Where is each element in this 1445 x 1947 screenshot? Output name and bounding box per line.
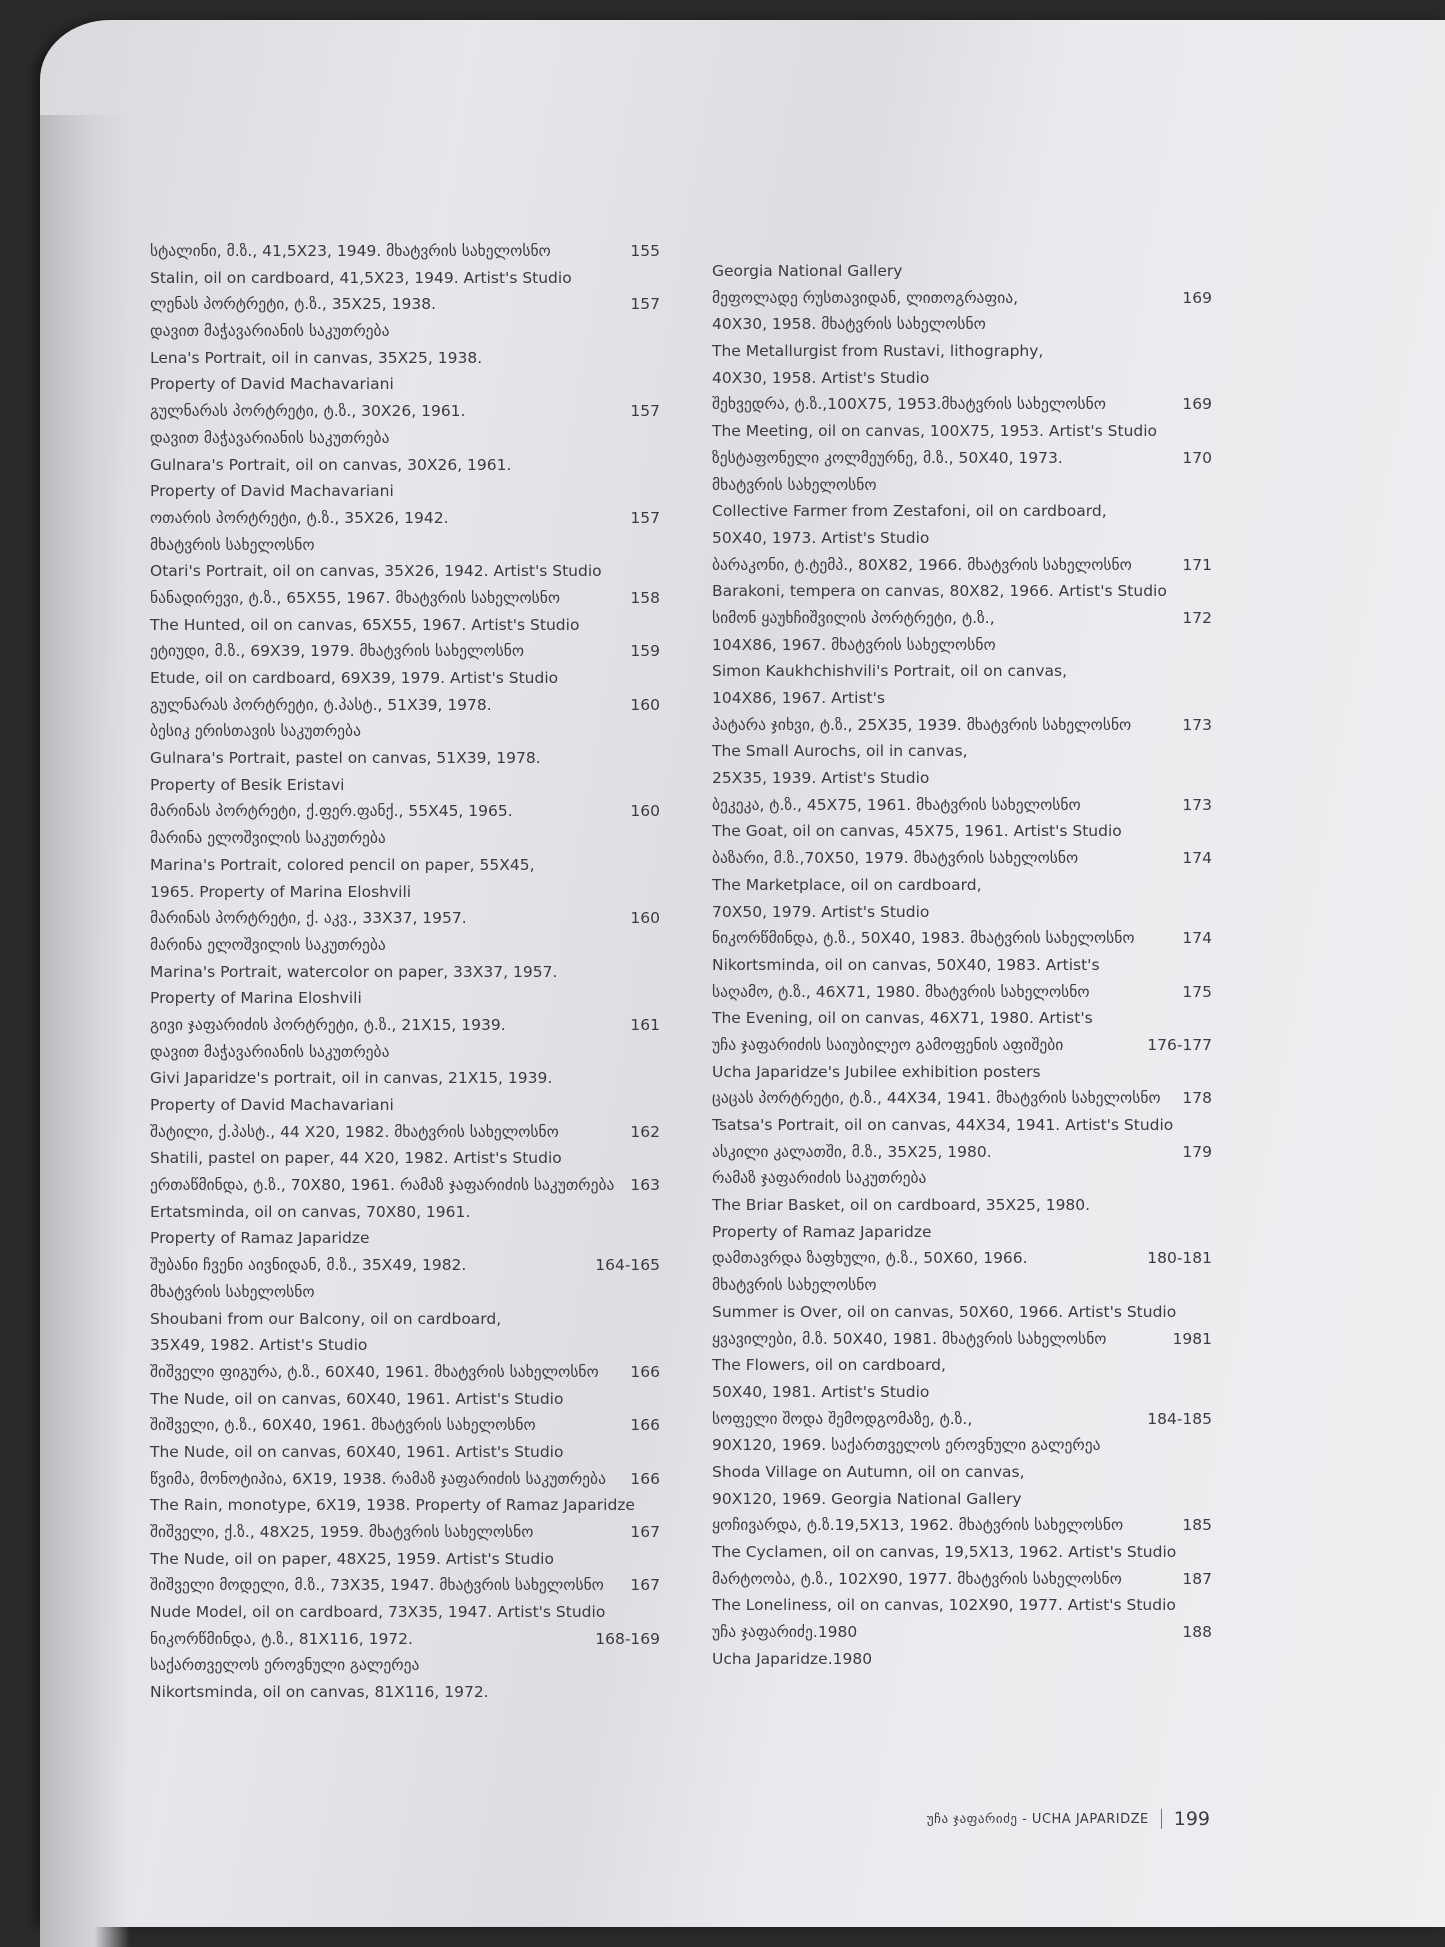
entry-line: ერთაწმინდა, ტ.ზ., 70X80, 1961. რამაზ ჯაფარიძის საკუთრება: [150, 1176, 615, 1195]
catalog-entry: [712, 1326, 1212, 1406]
entry-page-number: 174: [1182, 849, 1212, 868]
entry-line: დავით მაჭავარიანის საკუთრება: [150, 1042, 390, 1061]
entry-line: Property of Marina Eloshvili: [150, 989, 362, 1008]
catalog-entry: [150, 638, 660, 691]
entry-line: მარინას პორტრეტი, ქ. აკვ., 33X37, 1957.: [150, 909, 467, 928]
entry-line: The Nude, oil on canvas, 60X40, 1961. Artist's Studio: [150, 1442, 564, 1461]
entry-line: შიშველი ფიგურა, ტ.ზ., 60X40, 1961. მხატვრის სახელოსნო: [150, 1362, 599, 1381]
catalog-entry: [712, 792, 1212, 845]
entry-line: მარინა ელოშვილის საკუთრება: [150, 935, 386, 954]
entry-line: Property of Ramaz Japaridze: [150, 1229, 370, 1248]
entry-line: Tsatsa's Portrait, oil on canvas, 44X34, 1941. Artist's Studio: [712, 1116, 1174, 1134]
entry-line: Marina's Portrait, colored pencil on paper, 55X45,: [150, 855, 535, 874]
catalog-entry: [712, 1245, 1212, 1325]
entry-line: სოფელი შოდა შემოდგომაზე, ტ.ზ.,: [712, 1409, 973, 1428]
catalog-entry: [712, 1566, 1212, 1619]
entry-line: Property of David Machavariani: [150, 482, 394, 501]
catalog-entry: [712, 552, 1212, 605]
entry-page-number: 167: [630, 1576, 660, 1595]
entry-page-number: 169: [1182, 395, 1212, 414]
entry-line: 104X86, 1967. Artist's: [712, 689, 885, 707]
entry-line: Georgia National Gallery: [712, 262, 903, 280]
entry-line: Property of David Machavariani: [150, 375, 394, 394]
entry-line: ნიკორწმინდა, ტ.ზ., 50X40, 1983. მხატვრის სახელოსნო: [712, 929, 1135, 948]
entry-page-number: 167: [630, 1523, 660, 1541]
entry-line: Barakoni, tempera on canvas, 80X82, 1966. Artist's Studio: [712, 582, 1167, 601]
catalog-entry: [150, 905, 660, 1012]
entry-line: The Cyclamen, oil on canvas, 19,5X13, 1962. Artist's Studio: [712, 1543, 1177, 1561]
entry-line: ოთარის პორტრეტი, ტ.ზ., 35X26, 1942.: [150, 508, 449, 527]
entry-line: Gulnara's Portrait, oil on canvas, 30X26, 1961.: [150, 455, 512, 474]
entry-page-number: 160: [630, 909, 660, 928]
page-number: 199: [1173, 1808, 1210, 1830]
entry-page-number: 174: [1182, 929, 1212, 948]
entry-line: მხატვრის სახელოსნო: [150, 535, 315, 554]
entry-page-number: 169: [1182, 288, 1212, 307]
entry-line: შუბანი ჩვენი აივნიდან, მ.ზ., 35X49, 1982.: [150, 1256, 467, 1275]
entry-page-number: 170: [1182, 448, 1212, 467]
entry-page-number: 159: [630, 642, 660, 661]
catalog-entry: [712, 1085, 1212, 1138]
entry-page-number: 157: [630, 295, 660, 314]
entry-page-number: 163: [630, 1176, 660, 1195]
entry-line: The Goat, oil on canvas, 45X75, 1961. Artist's Studio: [712, 822, 1122, 841]
catalog-entry: [712, 1032, 1212, 1085]
catalog-entry: [712, 258, 1212, 285]
entry-line: ლენას პორტრეტი, ტ.ზ., 35X25, 1938.: [150, 295, 437, 314]
entry-line: გულნარას პორტრეტი, ტ.ზ., 30X26, 1961.: [150, 402, 466, 421]
entry-line: Ertatsminda, oil on canvas, 70X80, 1961.: [150, 1202, 471, 1221]
entry-page-number: 157: [630, 402, 660, 421]
catalog-entry: [150, 505, 660, 585]
catalog-entry: [150, 1359, 660, 1412]
entry-page-number: 162: [630, 1122, 660, 1141]
footer-caption: უჩა ჯაფარიძე - UCHA JAPARIDZE: [926, 1811, 1149, 1827]
entry-line: შატილი, ქ.პასტ., 44 X20, 1982. მხატვრის სახელოსნო: [150, 1122, 559, 1141]
entry-line: The Hunted, oil on canvas, 65X55, 1967. Artist's Studio: [150, 615, 580, 634]
entry-line: შიშველი, ტ.ზ., 60X40, 1961. მხატვრის სახელოსნო: [150, 1416, 536, 1435]
catalog-entry: [150, 1626, 660, 1706]
catalog-entry: [150, 1519, 660, 1572]
entry-line: Shoda Village on Autumn, oil on canvas,: [712, 1462, 1025, 1481]
catalog-column-right: [712, 258, 1212, 1672]
entry-line: უჩა ჯაფარიძე.1980: [712, 1623, 858, 1642]
entry-line: Ucha Japaridze's Jubilee exhibition posters: [712, 1062, 1041, 1081]
entry-page-number: 176-177: [1147, 1035, 1212, 1054]
entry-line: The Loneliness, oil on canvas, 102X90, 1977. Artist's Studio: [712, 1596, 1176, 1615]
entry-line: 40X30, 1958. Artist's Studio: [712, 368, 930, 387]
entry-line: უჩა ჯაფარიძის საიუბილეო გამოფენის აფიშები: [712, 1035, 1064, 1054]
entry-line: გულნარას პორტრეტი, ტ.პასტ., 51X39, 1978.: [150, 695, 492, 714]
entry-page-number: 179: [1182, 1142, 1212, 1161]
entry-page-number: 175: [1182, 982, 1212, 1001]
entry-line: საქართველოს ეროვნული გალერეა: [150, 1656, 420, 1675]
catalog-entry: [712, 391, 1212, 444]
entry-line: Nude Model, oil on cardboard, 73X35, 1947. Artist's Studio: [150, 1603, 606, 1622]
footer-separator: [1161, 1809, 1162, 1829]
catalog-entry: [150, 1012, 660, 1119]
entry-line: ზესტაფონელი კოლმეურნე, მ.ზ., 50X40, 1973.: [712, 448, 1063, 467]
entry-line: 50X40, 1981. Artist's Studio: [712, 1382, 930, 1401]
entry-page-number: 160: [630, 695, 660, 714]
page-footer: [927, 1808, 1210, 1830]
entry-page-number: 160: [630, 802, 660, 821]
entry-line: მარტოობა, ტ.ზ., 102X90, 1977. მხატვრის სახელოსნო: [712, 1569, 1122, 1588]
entry-line: Property of Besik Eristavi: [150, 775, 345, 794]
entry-page-number: 166: [630, 1416, 660, 1435]
entry-line: შიშველი, ქ.ზ., 48X25, 1959. მხატვრის სახელოსნო: [150, 1523, 534, 1541]
entry-page-number: 168-169: [595, 1629, 660, 1648]
entry-line: Lena's Portrait, oil in canvas, 35X25, 1938.: [150, 348, 483, 367]
entry-page-number: 188: [1182, 1623, 1212, 1642]
entry-line: რამაზ ჯაფარიძის საკუთრება: [712, 1169, 927, 1188]
catalog-entry: [712, 979, 1212, 1032]
entry-line: The Briar Basket, oil on cardboard, 35X25, 1980.: [712, 1196, 1091, 1215]
catalog-entry: [712, 925, 1212, 978]
entry-page-number: 161: [630, 1015, 660, 1034]
entry-line: მეფოლადე რუსთავიდან, ლითოგრაფია,: [712, 288, 1019, 307]
entry-line: 50X40, 1973. Artist's Studio: [712, 528, 930, 547]
entry-line: პატარა ჯიხვი, ტ.ზ., 25X35, 1939. მხატვრის სახელოსნო: [712, 715, 1132, 734]
entry-line: დავით მაჭავარიანის საკუთრება: [150, 322, 390, 341]
entry-page-number: 178: [1182, 1089, 1212, 1108]
entry-line: The Nude, oil on paper, 48X25, 1959. Artist's Studio: [150, 1549, 554, 1568]
entry-line: საღამო, ტ.ზ., 46X71, 1980. მხატვრის სახელოსნო: [712, 982, 1090, 1001]
entry-line: დავით მაჭავარიანის საკუთრება: [150, 428, 390, 447]
catalog-entry: [150, 1412, 660, 1465]
entry-line: The Meeting, oil on canvas, 100X75, 1953. Artist's Studio: [712, 422, 1158, 441]
catalog-entry: [150, 1252, 660, 1359]
catalog-entry: [712, 1406, 1212, 1513]
entry-page-number: 166: [630, 1469, 660, 1488]
entry-line: 25X35, 1939. Artist's Studio: [712, 769, 930, 788]
catalog-entry: [712, 285, 1212, 392]
entry-line: შეხვედრა, ტ.ზ.,100X75, 1953.მხატვრის სახელოსნო: [712, 395, 1106, 414]
entry-page-number: 173: [1182, 715, 1212, 734]
entry-line: The Small Aurochs, oil in canvas,: [712, 742, 968, 761]
entry-line: დამთავრდა ზაფხული, ტ.ზ., 50X60, 1966.: [712, 1249, 1028, 1268]
entry-line: 35X49, 1982. Artist's Studio: [150, 1336, 368, 1355]
entry-line: Shoubani from our Balcony, oil on cardboard,: [150, 1309, 502, 1328]
entry-line: Otari's Portrait, oil on canvas, 35X26, 1942. Artist's Studio: [150, 562, 602, 581]
catalog-entry: [150, 798, 660, 905]
entry-line: წვიმა, მონოტიპია, 6X19, 1938. რამაზ ჯაფარიძის საკუთრება: [150, 1469, 606, 1488]
page-gutter-shadow: [40, 115, 130, 1947]
entry-line: მარინას პორტრეტი, ქ.ფერ.ფანქ., 55X45, 1965.: [150, 802, 513, 821]
entry-line: ეტიუდი, მ.ზ., 69X39, 1979. მხატვრის სახელოსნო: [150, 642, 525, 661]
catalog-entry: [712, 445, 1212, 552]
catalog-entry: [150, 1119, 660, 1172]
entry-line: The Metallurgist from Rustavi, lithography,: [712, 342, 1044, 361]
entry-line: Collective Farmer from Zestafoni, oil on cardboard,: [712, 502, 1107, 521]
entry-page-number: 187: [1182, 1569, 1212, 1588]
entry-line: The Evening, oil on canvas, 46X71, 1980. Artist's: [712, 1009, 1093, 1028]
entry-line: Property of Ramaz Japaridze: [712, 1222, 932, 1241]
entry-line: Ucha Japaridze.1980: [712, 1649, 873, 1668]
entry-line: Nikortsminda, oil on canvas, 81X116, 1972.: [150, 1683, 489, 1702]
entry-page-number: 185: [1182, 1516, 1212, 1535]
catalog-entry: [150, 692, 660, 799]
catalog-entry: [150, 291, 660, 398]
catalog-entry: [712, 712, 1212, 792]
entry-line: 90X120, 1969. საქართველოს ეროვნული გალერეა: [712, 1436, 1101, 1455]
entry-line: Nikortsminda, oil on canvas, 50X40, 1983. Artist's: [712, 955, 1100, 974]
catalog-entry: [712, 1139, 1212, 1246]
entry-line: გივი ჯაფარიძის პორტრეტი, ტ.ზ., 21X15, 1939.: [150, 1015, 506, 1034]
entry-line: Shatili, pastel on paper, 44 X20, 1982. Artist's Studio: [150, 1149, 562, 1168]
entry-page-number: 155: [630, 242, 660, 260]
catalog-entry: [150, 398, 660, 505]
catalog-entry: [150, 585, 660, 638]
entry-line: ცაცას პორტრეტი, ტ.ზ., 44X34, 1941. მხატვრის სახელოსნო: [712, 1089, 1161, 1108]
entry-page-number: 172: [1182, 608, 1212, 627]
entry-line: სიმონ ყაუხჩიშვილის პორტრეტი, ტ.ზ.,: [712, 608, 995, 627]
entry-line: ყოჩივარდა, ტ.ზ.19,5X13, 1962. მხატვრის სახელოსნო: [712, 1516, 1124, 1535]
entry-line: მხატვრის სახელოსნო: [712, 1276, 877, 1295]
catalog-entry: [150, 1572, 660, 1625]
entry-page-number: 164-165: [595, 1256, 660, 1275]
entry-line: Etude, oil on cardboard, 69X39, 1979. Artist's Studio: [150, 669, 559, 687]
entry-line: 104X86, 1967. მხატვრის სახელოსნო: [712, 635, 996, 654]
entry-line: Marina's Portrait, watercolor on paper, 33X37, 1957.: [150, 962, 558, 981]
entry-page-number: 1981: [1172, 1329, 1212, 1348]
entry-page-number: 158: [630, 588, 660, 607]
catalog-entry: [150, 1172, 660, 1252]
entry-line: 40X30, 1958. მხატვრის სახელოსნო: [712, 315, 986, 334]
entry-line: The Marketplace, oil on cardboard,: [712, 875, 982, 894]
entry-line: სტალინი, მ.ზ., 41,5X23, 1949. მხატვრის სახელოსნო: [150, 242, 551, 260]
entry-page-number: 173: [1182, 795, 1212, 814]
entry-line: The Rain, monotype, 6X19, 1938. Property of Ramaz Japaridze: [150, 1496, 635, 1515]
entry-line: ბაზარი, მ.ზ.,70X50, 1979. მხატვრის სახელოსნო: [712, 849, 1079, 868]
catalog-column-left: [150, 238, 660, 1706]
catalog-entry: [150, 1466, 660, 1519]
entry-line: 90X120, 1969. Georgia National Gallery: [712, 1489, 1022, 1508]
entry-line: Stalin, oil on cardboard, 41,5X23, 1949. Artist's Studio: [150, 268, 572, 287]
entry-line: მხატვრის სახელოსნო: [150, 1282, 315, 1301]
catalog-entry: [712, 1512, 1212, 1565]
entry-line: Givi Japaridze's portrait, oil in canvas, 21X15, 1939.: [150, 1069, 553, 1088]
catalog-entry: [712, 1619, 1212, 1672]
entry-line: Gulnara's Portrait, pastel on canvas, 51X39, 1978.: [150, 749, 541, 768]
entry-page-number: 166: [630, 1362, 660, 1381]
entry-line: ბარაკონი, ტ.ტემპ., 80X82, 1966. მხატვრის სახელოსნო: [712, 555, 1132, 574]
entry-line: Property of David Machavariani: [150, 1096, 394, 1114]
entry-page-number: 157: [630, 508, 660, 527]
entry-line: ყვავილები, მ.ზ. 50X40, 1981. მხატვრის სახელოსნო: [712, 1329, 1107, 1348]
entry-line: 1965. Property of Marina Eloshvili: [150, 882, 412, 901]
entry-line: ასკილი კალათში, მ.ზ., 35X25, 1980.: [712, 1142, 992, 1161]
catalog-entry: [712, 605, 1212, 712]
entry-page-number: 171: [1182, 555, 1212, 574]
catalog-entry: [150, 238, 660, 291]
entry-line: ბესიკ ერისთავის საკუთრება: [150, 722, 361, 741]
entry-line: Simon Kaukhchishvili's Portrait, oil on canvas,: [712, 662, 1068, 681]
entry-page-number: 184-185: [1147, 1409, 1212, 1428]
entry-line: მხატვრის სახელოსნო: [712, 475, 877, 494]
entry-line: Summer is Over, oil on canvas, 50X60, 1966. Artist's Studio: [712, 1302, 1177, 1321]
entry-line: ნიკორწმინდა, ტ.ზ., 81X116, 1972.: [150, 1629, 413, 1648]
entry-line: მარინა ელოშვილის საკუთრება: [150, 829, 386, 848]
entry-line: The Flowers, oil on cardboard,: [712, 1356, 946, 1375]
entry-page-number: 180-181: [1147, 1249, 1212, 1268]
catalog-entry: [712, 845, 1212, 925]
entry-line: The Nude, oil on canvas, 60X40, 1961. Artist's Studio: [150, 1389, 564, 1408]
entry-line: შიშველი მოდელი, მ.ზ., 73X35, 1947. მხატვრის სახელოსნო: [150, 1576, 604, 1595]
entry-line: 70X50, 1979. Artist's Studio: [712, 902, 930, 921]
entry-line: ბეკეკა, ტ.ზ., 45X75, 1961. მხატვრის სახელოსნო: [712, 795, 1081, 814]
entry-line: ნანადირევი, ტ.ზ., 65X55, 1967. მხატვრის სახელოსნო: [150, 588, 561, 607]
